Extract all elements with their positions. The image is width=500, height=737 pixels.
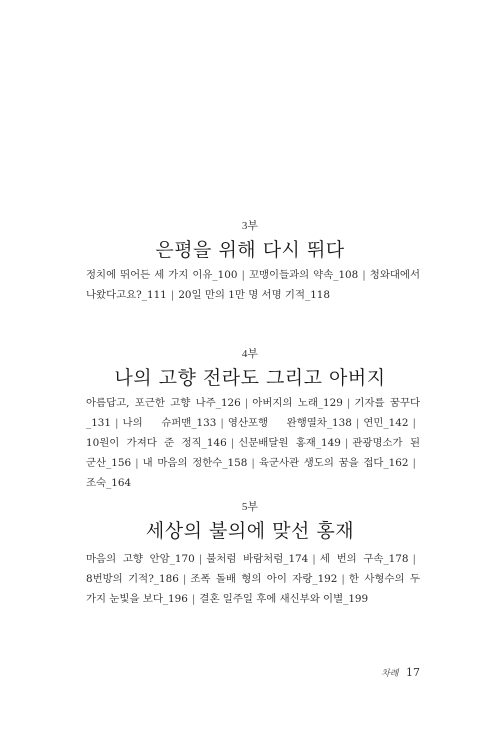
separator: | <box>170 289 175 301</box>
page-footer <box>381 666 420 679</box>
toc-entry[interactable]: 기자를 꿈꾸다_131 <box>86 397 420 429</box>
separator: | <box>135 457 139 469</box>
separator: | <box>344 437 349 449</box>
toc-entry[interactable]: 조숙_164 <box>86 477 132 489</box>
separator: | <box>341 573 345 585</box>
separator: | <box>191 593 196 605</box>
separator: | <box>244 397 249 409</box>
separator: | <box>115 417 119 429</box>
toc-entry[interactable]: 내 마음의 정한수_158 <box>142 457 248 469</box>
part-5-title: 세상의 불의에 맞선 홍재 <box>145 520 355 542</box>
toc-entry[interactable]: 청와대에서 나왔다고요?_111 <box>86 269 420 301</box>
separator: | <box>230 437 235 449</box>
separator: | <box>182 573 187 585</box>
separator: | <box>241 269 245 281</box>
toc-entry[interactable]: 8번방의 기적?_186 <box>86 573 179 585</box>
toc-entry[interactable]: 한 사형수의 두 가지 눈빛을 보다_196 <box>86 573 420 605</box>
separator: | <box>412 553 416 565</box>
part-5-toc-list <box>86 549 420 609</box>
part-4-label: 4부 <box>241 348 259 360</box>
separator: | <box>346 397 351 409</box>
toc-entry[interactable]: 영산포행 완행열차_138 <box>227 417 352 429</box>
toc-entry[interactable]: 나의 슈퍼맨_133 <box>122 417 217 429</box>
footer-section-mark: 차례 <box>381 669 399 679</box>
separator: | <box>312 553 316 565</box>
part-4-title: 나의 고향 전라도 그리고 아버지 <box>114 367 386 389</box>
part-3-title: 은평을 위해 다시 뛰다 <box>155 239 345 261</box>
toc-entry[interactable]: 신문배달원 홍재_149 <box>238 437 341 449</box>
toc-entry[interactable]: 불처럼 바람처럼_174 <box>206 553 309 565</box>
toc-entry[interactable]: 연민_142 <box>363 417 409 429</box>
toc-entry[interactable]: 마음의 고향 안암_170 <box>86 553 195 565</box>
part-3-label: 3부 <box>241 220 259 232</box>
toc-entry[interactable]: 관광명소가 된 군산_156 <box>86 437 420 469</box>
toc-entry[interactable]: 꼬맹이들과의 약속_108 <box>248 269 359 281</box>
separator: | <box>251 457 255 469</box>
separator: | <box>355 417 360 429</box>
toc-entry[interactable]: 육군사관 생도의 꿈을 접다_162 <box>258 457 409 469</box>
toc-entry[interactable]: 아버지의 노래_129 <box>252 397 343 409</box>
toc-entry[interactable]: 정치에 뛰어든 세 가지 이유_100 <box>86 269 238 281</box>
toc-entry[interactable]: 20일 만의 1만 명 서명 기적_118 <box>178 289 331 301</box>
toc-entry[interactable]: 조폭 돌배 형의 아이 자랑_192 <box>190 573 338 585</box>
separator: | <box>220 417 224 429</box>
part-4-toc-list <box>86 393 420 493</box>
separator: | <box>412 457 416 469</box>
separator: | <box>412 417 416 429</box>
toc-entry[interactable]: 결혼 일주일 후에 새신부와 이별_199 <box>199 593 369 605</box>
page-number: 17 <box>406 666 420 679</box>
toc-entry[interactable]: 아름답고, 포근한 고향 나주_126 <box>86 397 241 409</box>
separator: | <box>362 269 366 281</box>
part-5-label: 5부 <box>241 501 259 513</box>
toc-entry[interactable]: 세 번의 구속_178 <box>319 553 409 565</box>
part-3-toc-list <box>86 265 420 305</box>
toc-entry[interactable]: 10원이 가져다 준 정직_146 <box>86 437 227 449</box>
separator: | <box>198 553 203 565</box>
